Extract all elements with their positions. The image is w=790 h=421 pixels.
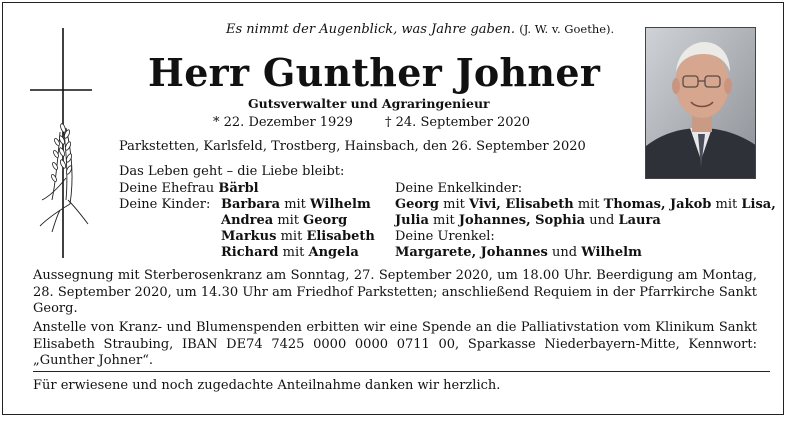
child-name: Barbara [221,197,281,212]
child-row [221,245,359,260]
connector: mit [715,197,738,212]
donation-request: Anstelle von Kranz- und Blumenspenden erbitten wir eine Spende an die Palliativstation vom Klinikum Sankt Elisabeth Straubing, IBAN DE74 7425 0000 0000 0711 00, Sparkasse Niederbayern-Mitte, Kennwort: „Gunther Johner“. [33,320,757,368]
connector: mit [284,197,306,212]
children-label: Deine Kinder: [119,197,211,212]
grandchild-name: Julia [395,213,429,228]
grandchild-name: Lisa, [741,197,776,212]
funeral-details: Aussegnung mit Sterberosenkranz am Sonntag, 27. September 2020, um 18.00 Uhr. Beerdigung am Montag, 28. September 2020, um 14.30 Uhr am Friedhof Parkstetten; anschließend Requiem in der Pfarrkirche Sankt Georg. [33,268,757,316]
great-grandchildren-line [395,245,642,260]
connector: mit [282,245,305,260]
great-grandchildren-label: Deine Urenkel: [395,229,495,244]
divider [33,371,770,372]
connector: mit [280,229,303,244]
connector: und [589,213,615,228]
grandchildren-line [395,213,661,228]
cross-with-wheat-icon [30,28,94,260]
wife-name: Bärbl [218,181,259,196]
connector: mit [443,197,465,212]
connector: mit [277,213,300,228]
wife-label: Deine Ehefrau [119,181,215,196]
birth-date: * 22. Dezember 1929 [213,115,353,130]
child-name: Andrea [221,213,274,228]
quote-text: Es nimmt der Augenblick, was Jahre gaben. [226,22,516,37]
great-grandchild-name: Wilhelm [581,245,642,260]
child-row [221,229,375,244]
portrait-photo [645,27,756,179]
deceased-occupation: Gutsverwalter und Agraringenieur [248,96,490,111]
grandchildren-label: Deine Enkelkinder: [395,181,523,196]
goethe-quote [226,22,614,37]
partner-name: Angela [308,245,359,260]
portrait-illustration [646,28,756,179]
child-row [221,197,371,212]
child-name: Markus [221,229,277,244]
grandchildren-line [395,197,776,212]
partner-name: Georg [303,213,348,228]
connector: mit [577,197,600,212]
grandchild-name: Thomas, Jakob [603,197,712,212]
partner-name: Wilhelm [310,197,371,212]
quote-author: (J. W. v. Goethe). [519,22,615,36]
grandchild-name: Vivi, Elisabeth [468,197,574,212]
wife-line [119,181,259,196]
motto: Das Leben geht – die Liebe bleibt: [119,164,345,179]
partner-name: Elisabeth [306,229,375,244]
closing-thanks: Für erwiesene und noch zugedachte Anteilnahme danken wir herzlich. [33,378,501,393]
connector: und [551,245,578,260]
place-and-date: Parkstetten, Karlsfeld, Trostberg, Hainsbach, den 26. September 2020 [119,139,586,154]
grandchild-name: Georg [395,197,439,212]
child-row [221,213,347,228]
grandchild-name: Laura [618,213,661,228]
deceased-name: Herr Gunther Johner [148,50,601,95]
grandchild-name: Johannes, Sophia [458,213,586,228]
connector: mit [433,213,455,228]
death-date: † 24. September 2020 [385,115,531,130]
great-grandchild-name: Margarete, Johannes [395,245,548,260]
child-name: Richard [221,245,279,260]
